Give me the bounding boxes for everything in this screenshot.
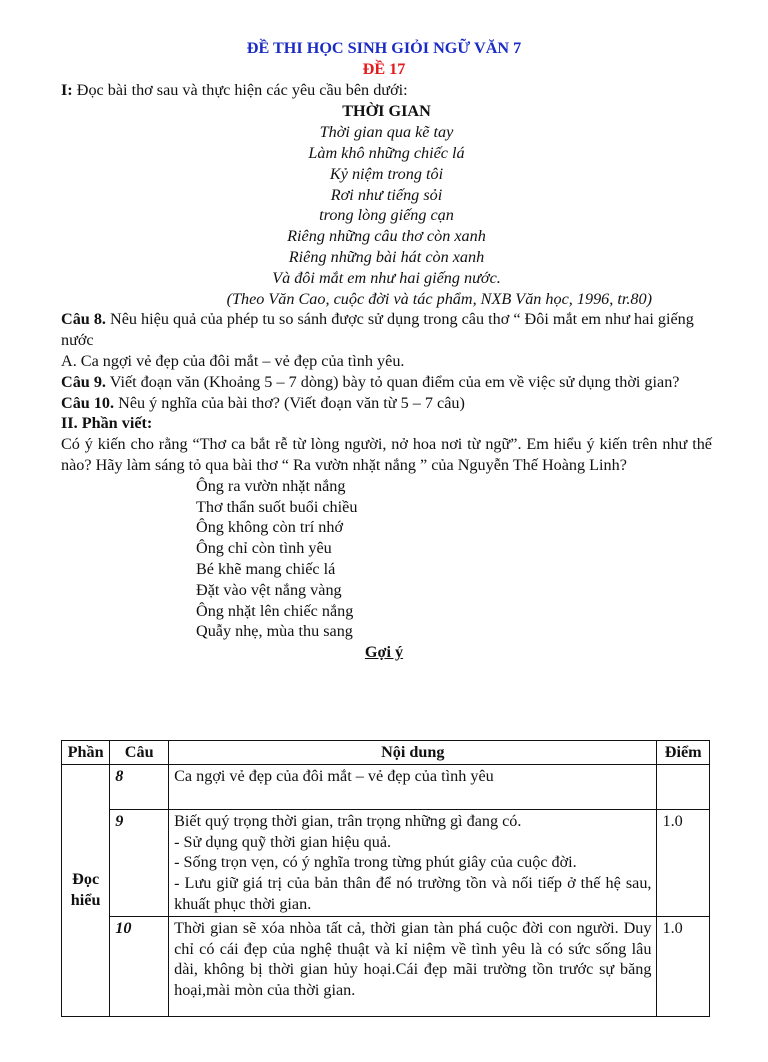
content-line: Thời gian sẽ xóa nhòa tất cả, thời gian tàn phá cuộc đời con người. Duy chỉ có cái đẹp của nghệ thuật và kỉ niệm về tình yêu là có sức sống lâu dài, không bị thời gian hủy hoại.Cái đẹp mãi trường tồn trước sự băng hoại,mài mòn của thời gian. xyxy=(174,918,652,1000)
column-header: Phần xyxy=(62,741,110,765)
poem-title: THỜI GIAN xyxy=(342,102,431,121)
poem-line: Thời gian qua kẽ tay xyxy=(319,123,454,142)
score-cell xyxy=(657,764,710,809)
cau-cell: 10 xyxy=(110,916,169,1016)
content-cell xyxy=(169,764,657,809)
exam-title: ĐỀ THI HỌC SINH GIỎI NGỮ VĂN 7 xyxy=(246,39,522,57)
phan-cell: Đọc hiểu xyxy=(62,764,110,1016)
table-header-row xyxy=(62,741,710,765)
answer-8 xyxy=(61,351,712,372)
column-header: Điểm xyxy=(657,741,710,765)
poem-line: Kỷ niệm trong tôi xyxy=(329,164,444,183)
question-8 xyxy=(61,309,712,351)
question-text: Nêu hiệu quả của phép tu so sánh được sử dụng trong câu thơ “ Đôi mắt em như hai giếng nước xyxy=(61,310,694,350)
question-label: Câu 8. xyxy=(61,310,106,329)
content-line: Biết quý trọng thời gian, trân trọng những gì đang có. xyxy=(174,811,522,830)
score-cell: 1.0 xyxy=(657,916,710,1016)
poem-line: trong lòng giếng cạn xyxy=(319,206,454,225)
poem-line: Và đôi mắt em như hai giếng nước. xyxy=(272,268,501,287)
section-2-prompt: Có ý kiến cho rằng “Thơ ca bắt rễ từ lòng người, nở hoa nơi từ ngữ”. Em hiểu ý kiến trên như thế nào? Hãy làm sáng tỏ qua bài thơ “ Ra vườn nhặt nắng ” của Nguyễn Thế Hoàng Linh? xyxy=(61,435,712,474)
score-cell: 1.0 xyxy=(657,809,710,916)
answer-text: A. Ca ngợi vẻ đẹp của đôi mắt – vẻ đẹp của tình yêu. xyxy=(61,351,405,370)
section-2-heading: II. Phần viết: xyxy=(61,414,153,433)
poem-line: Ông không còn trí nhớ xyxy=(196,518,344,537)
table-row xyxy=(62,809,710,916)
poem-line: Riêng những bài hát còn xanh xyxy=(288,247,485,266)
poem-2 xyxy=(0,476,768,642)
cau-cell: 8 xyxy=(110,764,169,809)
poem-source: (Theo Văn Cao, cuộc đời và tác phẩm, NXB Văn học, 1996, tr.80) xyxy=(226,289,652,308)
section-1-instruction xyxy=(61,80,712,101)
poem-line: Ông nhặt lên chiếc nắng xyxy=(196,601,354,620)
question-text: Nêu ý nghĩa của bài thơ? (Viết đoạn văn từ 5 – 7 câu) xyxy=(114,393,465,412)
poem-line: Rơi như tiếng sỏi xyxy=(330,185,443,204)
poem-line: Riêng những câu thơ còn xanh xyxy=(287,227,486,246)
content-line: Ca ngợi vẻ đẹp của đôi mắt – vẻ đẹp của tình yêu xyxy=(174,766,494,785)
poem-line: Thơ thẩn suốt buổi chiều xyxy=(196,497,358,516)
section-1 xyxy=(0,80,768,476)
poem-line: Đặt vào vệt nắng vàng xyxy=(196,580,342,599)
content-line: - Sử dụng quỹ thời gian hiệu quả. xyxy=(174,832,392,851)
column-header: Nội dung xyxy=(169,741,657,765)
column-header: Câu xyxy=(110,741,169,765)
content-line: - Lưu giữ giá trị của bản thân để nó trường tồn và nối tiếp ở thế hệ sau, khuất phục thời gian. xyxy=(174,874,652,913)
poem-line: Bé khẽ mang chiếc lá xyxy=(196,559,336,578)
poem-line: Quẫy nhẹ, mùa thu sang xyxy=(196,622,353,641)
question-9 xyxy=(61,372,712,393)
cau-cell: 9 xyxy=(110,809,169,916)
answer-key-table xyxy=(61,740,710,1017)
content-cell xyxy=(169,809,657,916)
answer-key-heading: Gợi ý xyxy=(364,643,404,662)
poem-line: Làm khô những chiếc lá xyxy=(308,143,465,162)
document-page xyxy=(0,38,768,1062)
question-text: Viết đoạn văn (Khoảng 5 – 7 dòng) bày tỏ quan điểm của em về việc sử dụng thời gian? xyxy=(105,372,680,391)
table-row xyxy=(62,764,710,809)
question-10 xyxy=(61,393,712,414)
question-label: Câu 10. xyxy=(61,393,115,412)
poem-line: Ông chỉ còn tình yêu xyxy=(196,539,332,558)
section-1-text: Đọc bài thơ sau và thực hiện các yêu cầu bên dưới: xyxy=(72,80,408,99)
table-row xyxy=(62,916,710,1016)
poem-1 xyxy=(61,122,712,288)
section-1-label: I: xyxy=(61,80,73,99)
content-cell xyxy=(169,916,657,1016)
exam-number: ĐỀ 17 xyxy=(362,59,406,78)
content-line: - Sống trọn vẹn, có ý nghĩa trong từng phút giây của cuộc đời. xyxy=(174,853,577,872)
poem-line: Ông ra vườn nhặt nắng xyxy=(196,476,346,495)
question-label: Câu 9. xyxy=(61,372,106,391)
